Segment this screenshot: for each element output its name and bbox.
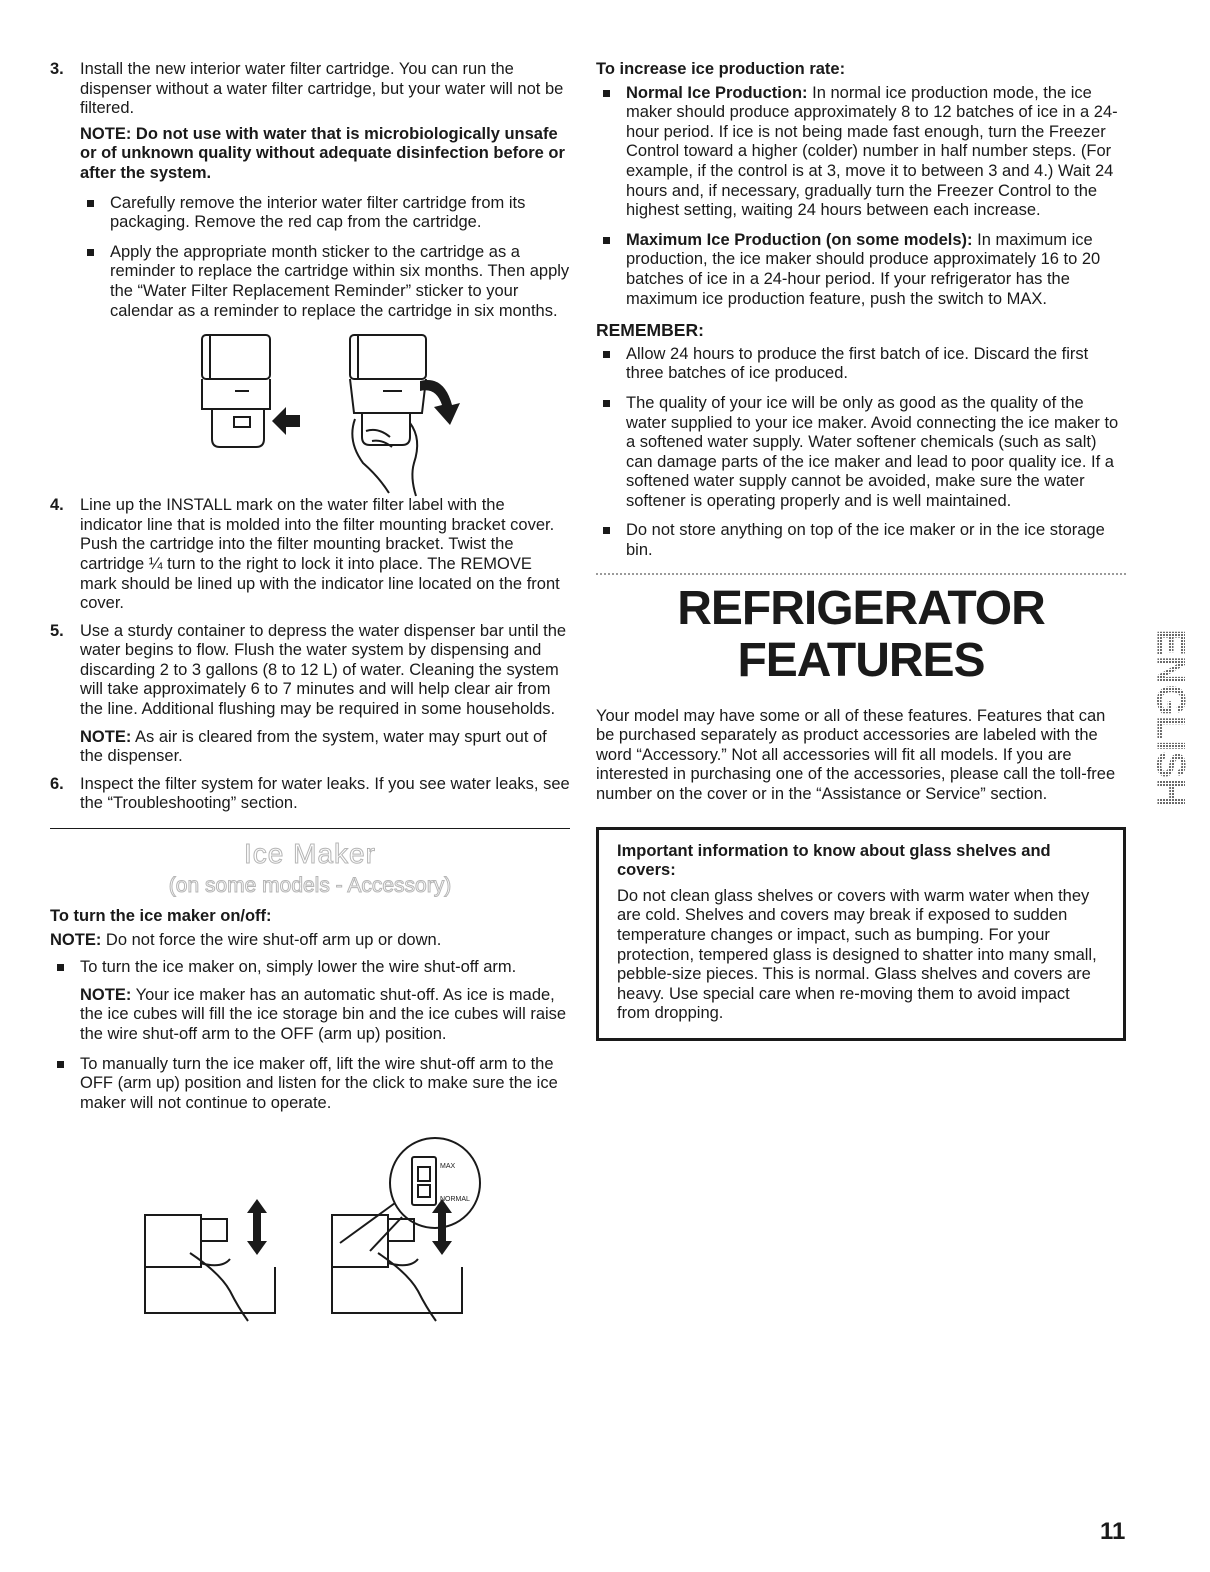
list-item: Normal Ice Production: In normal ice production mode, the ice maker should produce approximately 8 to 12 batches of ice in a 24-hour period. If ice is not being made fast enough, turn the Freezer Control toward a higher (colder) number in half number steps. (For example, if the control is at 3, move it to between 3 and 4.) Wait 24 hours and, if necessary, gradually turn the Freezer Control to the highest setting, waiting 24 hours between each increase. <box>596 84 1126 221</box>
section-divider <box>50 828 570 829</box>
switch-normal-label: NORMAL <box>440 1196 470 1204</box>
list-item: Carefully remove the interior water filter cartridge from its packaging. Remove the red cap from the cartridge. <box>80 194 570 233</box>
safety-note: NOTE: Do not use with water that is microbiologically unsafe or of unknown quality without adequate disinfection before or after the system. <box>80 124 565 182</box>
switch-max-label: MAX <box>440 1163 456 1171</box>
subsection-heading: To turn the ice maker on/off: <box>50 907 272 926</box>
step-note: NOTE: As air is cleared from the system, water may spurt out of the dispenser. <box>80 727 547 766</box>
section-subtitle: (on some models - Accessory) <box>168 874 452 898</box>
list-item: Apply the appropriate month sticker to the cartridge as a reminder to replace the cartridge within six months. Then apply the “Water Filter Replacement Reminder” sticker to your calendar as a reminder to replace the cartridge in six months. <box>80 243 570 321</box>
page-title: REFRIGERATOR FEATURES <box>677 581 1045 687</box>
warning-heading: Important information to know about glass shelves and covers: <box>617 841 1051 880</box>
step-number: 4. <box>50 496 64 515</box>
step-text: Line up the INSTALL mark on the water filter label with the indicator line that is molded into the filter mounting bracket cover. Push the cartridge into the filter mounting bracket. Twist the cartridge ¼ turn to the right to lock it into place. The REMOVE mark should be lined up with the indicator line located on the front cover. <box>80 496 560 613</box>
section-divider <box>596 573 1126 575</box>
list-item: The quality of your ice will be only as good as the quality of the water supplied to your ice maker. Avoid connecting the ice maker to a softened water supply. Water softener chemicals (such as salt) can damage parts of the ice maker and lead to poor quality ice. If a softened water supply cannot be avoided, make sure the water softener is operating properly and is well maintained. <box>596 394 1126 512</box>
bullet-note: NOTE: Your ice maker has an automatic shut-off. As ice is made, the ice cubes will fill the ice storage bin and the ice cubes will raise the wire shut-off arm to the OFF (arm up) position. <box>80 985 567 1043</box>
ice-maker-note: NOTE: Do not force the wire shut-off arm up or down. <box>50 930 442 949</box>
list-item: Allow 24 hours to produce the first batch of ice. Discard the first three batches of ice produced. <box>596 345 1126 384</box>
filter-install-illustration <box>50 331 570 496</box>
language-side-tab <box>1148 568 1193 868</box>
step-text: Use a sturdy container to depress the water dispenser bar until the water begins to flow. Flush the water system by dispensing and discarding 2 to 3 gallons (8 to 12 L) of water. Cleaning the system will take approximately 6 to 7 minutes and will help clear air from the line. Additional flushing may be required in some households. <box>80 621 567 719</box>
ice-maker-illustration <box>50 1123 570 1323</box>
step-3 <box>50 60 570 321</box>
step-text: Install the new interior water filter cartridge. You can run the dispenser without a water filter cartridge, but your water will not be filtered. <box>80 60 564 118</box>
step-number: 3. <box>50 60 64 78</box>
step-number: 6. <box>50 774 64 793</box>
list-item: To manually turn the ice maker off, lift the wire shut-off arm to the OFF (arm up) position and listen for the click to make sure the ice maker will not continue to operate. <box>50 1055 570 1114</box>
subsection-heading: To increase ice production rate: <box>596 60 846 78</box>
list-item: Do not store anything on top of the ice maker or in the ice storage bin. <box>596 521 1126 560</box>
page-number: 11 <box>1100 1518 1126 1545</box>
step-number: 5. <box>50 621 64 640</box>
right-column <box>596 60 1126 1041</box>
step-text: Inspect the filter system for water leaks. If you see water leaks, see the “Troubleshooting” section. <box>80 774 570 813</box>
list-item: To turn the ice maker on, simply lower the wire shut-off arm. NOTE: Your ice maker has an automatic shut-off. As ice is made, the ice cubes will fill the ice storage bin and the ice cubes will raise the wire shut-off arm to the OFF (arm up) position. <box>50 958 570 1044</box>
step-5 <box>50 622 570 767</box>
language-tab-text: ENGLISH <box>1148 629 1193 807</box>
step-6 <box>50 775 570 814</box>
list-item: Maximum Ice Production (on some models): In maximum ice production, the ice maker should produce approximately 16 to 20 batches of ice in a 24-hour period. If your refrigerator has the maximum ice production feature, push the switch to MAX. <box>596 231 1126 309</box>
section-title: Ice Maker <box>244 838 376 870</box>
glass-shelves-warning-box <box>596 827 1126 1041</box>
step-4 <box>50 496 570 614</box>
warning-text: Do not clean glass shelves or covers with warm water when they are cold. Shelves and covers may break if exposed to sudden temperature changes or impact, such as bumping. For your protection, tempered glass is designed to shatter into many small, pebble-size pieces. This is normal. Glass shelves and covers are heavy. Use special care when re-moving them to avoid impact from dropping. <box>617 886 1097 1023</box>
remember-heading: REMEMBER: <box>596 320 704 341</box>
features-intro: Your model may have some or all of these features. Features that can be purchased separately as product accessories are labeled with the word “Accessory.” Not all accessories will fit all models. If you are interested in purchasing one of the accessories, please call the toll-free number on the cover or in the “Assistance or Service” section. <box>596 706 1116 804</box>
left-column <box>50 60 570 1323</box>
